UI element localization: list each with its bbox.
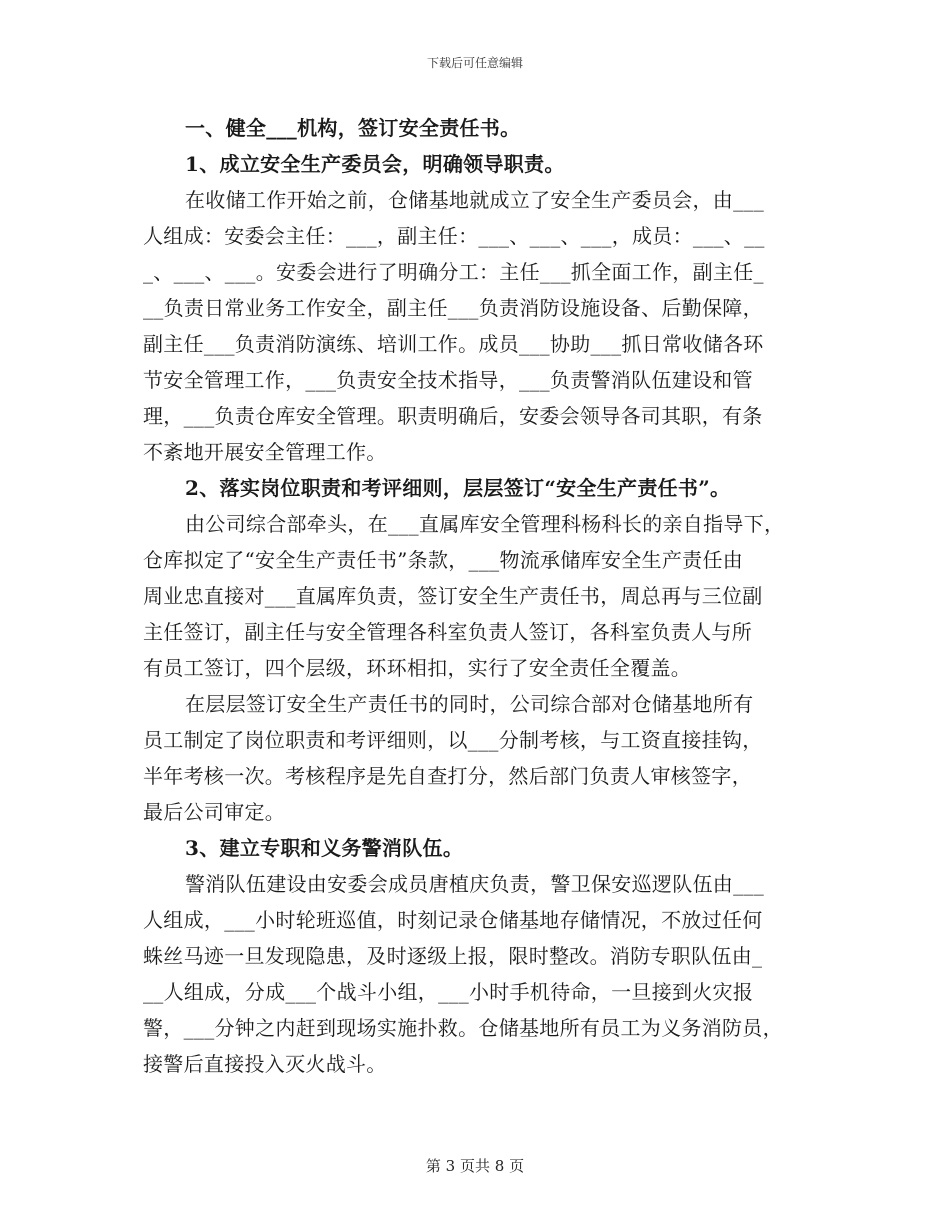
- paragraph-line: 人组成：安委会主任：___，副主任：___、___、___，成员：___、__: [143, 224, 765, 248]
- page-number: 第 3 页共 8 页: [425, 1157, 525, 1175]
- paragraph-line: 人组成，___小时轮班巡值，时刻记录仓储基地存储情况，不放过任何: [143, 908, 763, 932]
- subheading-3: 3、建立专职和义务警消队伍。: [185, 836, 464, 860]
- paragraph-line: 主任签订，副主任与安全管理各科室负责人签订，各科室负责人与所: [143, 620, 752, 644]
- paragraph-line: 有员工签订，四个层级，环环相扣，实行了安全责任全覆盖。: [143, 656, 692, 680]
- paragraph-line: 最后公司审定。: [143, 800, 286, 824]
- paragraph-line: 员工制定了岗位职责和考评细则，以___分制考核，与工资直接挂钩，: [143, 728, 763, 752]
- document-body: [143, 110, 828, 1082]
- section-heading-1: 一、健全___机构，签订安全责任书。: [185, 116, 521, 140]
- paragraph-line: 蛛丝马迹一旦发现隐患，及时逐级上报，限时整改。消防专职队伍由_: [143, 944, 763, 968]
- paragraph-line: 不紊地开展安全管理工作。: [143, 440, 387, 464]
- paragraph-line: 理，___负责仓库安全管理。职责明确后，安委会领导各司其职，有条: [143, 404, 763, 428]
- paragraph-line: 警消队伍建设由安委会成员唐植庆负责，警卫保安巡逻队伍由___: [185, 872, 764, 896]
- paragraph-line: __负责日常业务工作安全，副主任___负责消防设施设备、后勤保障，: [143, 296, 763, 320]
- paragraph-line: 警，___分钟之内赶到现场实施扑救。仓储基地所有员工为义务消防员，: [143, 1016, 783, 1040]
- paragraph-line: 周业忠直接对___直属库负责，签订安全生产责任书，周总再与三位副: [143, 584, 763, 608]
- paragraph-line: 半年考核一次。考核程序是先自查打分，然后部门负责人审核签字，: [143, 764, 752, 788]
- paragraph-line: 在收储工作开始之前，仓储基地就成立了安全生产委员会，由___: [185, 188, 764, 212]
- paragraph-line: 节安全管理工作，___负责安全技术指导，___负责警消队伍建设和管: [143, 368, 753, 392]
- paragraph-line: _、___、___。安委会进行了明确分工：主任___抓全面工作，副主任_: [143, 260, 764, 284]
- paragraph-line: 接警后直接投入灭火战斗。: [143, 1052, 387, 1076]
- page-header-note: 下载后可任意编辑: [426, 56, 523, 70]
- subheading-2: 2、落实岗位职责和考评细则，层层签订“安全生产责任书”。: [185, 476, 731, 500]
- paragraph-line: 仓库拟定了“安全生产责任书”条款，___物流承储库安全生产责任由: [143, 548, 744, 572]
- paragraph-line: __人组成，分成___个战斗小组，___小时手机待命，一旦接到火灾报: [143, 980, 754, 1004]
- paragraph-line: 副主任___负责消防演练、培训工作。成员___协助___抓日常收储各环: [143, 332, 764, 356]
- paragraph-line: 在层层签订安全生产责任书的同时，公司综合部对仓储基地所有: [185, 692, 754, 716]
- paragraph-line: 由公司综合部牵头，在___直属库安全管理科杨科长的亲自指导下，: [185, 512, 785, 536]
- subheading-1: 1、成立安全生产委员会，明确领导职责。: [185, 152, 565, 176]
